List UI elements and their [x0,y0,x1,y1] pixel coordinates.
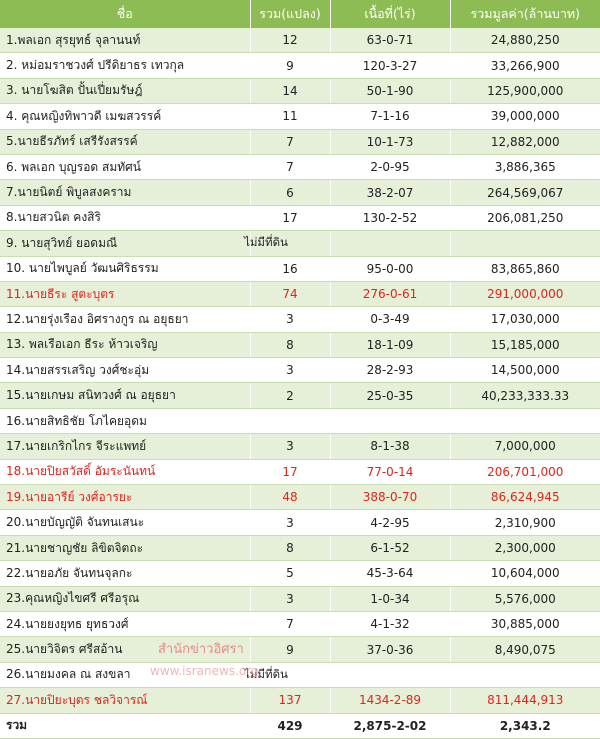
table-row [0,154,600,179]
cell-name: 10. นายไพบูลย์ วัฒนศิริธรรม [0,256,250,281]
table-row [0,383,600,408]
total-count: 429 [250,713,330,738]
cell-area: 0-3-49 [330,307,450,332]
cell-value: 86,624,945 [450,485,600,510]
cell-name: 15.นายเกษม สนิทวงศ์ ณ อยุธยา [0,383,250,408]
cell-value [450,662,600,687]
cell-area: 25-0-35 [330,383,450,408]
cell-count: 12 [250,28,330,53]
cell-name: 8.นายสวนิต คงสิริ [0,205,250,230]
cell-area: 7-1-16 [330,104,450,129]
table-row [0,104,600,129]
table-row [0,129,600,154]
table-row [0,180,600,205]
cell-value: 39,000,000 [450,104,600,129]
cell-value: 3,886,365 [450,154,600,179]
cell-count: 2 [250,383,330,408]
cell-value: 2,300,000 [450,535,600,560]
table-row [0,281,600,306]
total-value: 2,343.2 [450,713,600,738]
cell-area: 8-1-38 [330,434,450,459]
header-count: รวม(แปลง) [250,0,330,28]
cell-count: 74 [250,281,330,306]
cell-name: 2. หม่อมราชวงศ์ ปรีดิยาธร เทวกุล [0,53,250,78]
table-row [0,510,600,535]
cell-value: 125,900,000 [450,78,600,103]
header-row [0,0,600,28]
cell-area: 63-0-71 [330,28,450,53]
cell-area: 120-3-27 [330,53,450,78]
cell-count: 5 [250,561,330,586]
cell-name: 6. พลเอก บุญรอด สมทัศน์ [0,154,250,179]
cell-count: 17 [250,459,330,484]
table-row [0,28,600,53]
cell-count: 11 [250,104,330,129]
cell-name: 17.นายเกริกไกร จีระแพทย์ [0,434,250,459]
cell-value: 24,880,250 [450,28,600,53]
cell-count [244,662,330,687]
table-row [0,611,600,636]
cell-value: 17,030,000 [450,307,600,332]
table-row [0,561,600,586]
cell-name: 19.นายอารีย์ วงศ์อารยะ [0,485,250,510]
cell-area: 77-0-14 [330,459,450,484]
cell-area: 95-0-00 [330,256,450,281]
cell-count: 7 [250,129,330,154]
table-row [0,231,600,256]
table-row [0,637,600,662]
table-row [0,408,600,433]
cell-area: 1434-2-89 [330,688,450,713]
table-row [0,662,600,687]
cell-area: 37-0-36 [330,637,450,662]
table-row [0,459,600,484]
total-label: รวม [0,713,250,738]
total-area: 2,875-2-02 [330,713,450,738]
cell-value: 40,233,333.33 [450,383,600,408]
cell-area: 10-1-73 [330,129,450,154]
cell-name: 26.นายมงคล ณ สงขลา [0,662,250,687]
cell-name: 18.นายปิยสวัสดิ์ อัมระนันทน์ [0,459,250,484]
cell-name: 1.พลเอก สุรยุทธ์ จุลานนท์ [0,28,250,53]
cell-area [330,408,450,433]
cell-value: 264,569,067 [450,180,600,205]
cell-count: 9 [250,637,330,662]
cell-value [450,231,600,256]
cell-area: 1-0-34 [330,586,450,611]
cell-name: 4. คุณหญิงทิพาวดี เมฆสวรรค์ [0,104,250,129]
cell-value: 10,604,000 [450,561,600,586]
cell-area: 130-2-52 [330,205,450,230]
table-row [0,53,600,78]
cell-count: 3 [250,586,330,611]
cell-value: 14,500,000 [450,358,600,383]
cell-count: 3 [250,510,330,535]
cell-name: 12.นายรุ่งเรือง อิศรางกูร ณ อยุธยา [0,307,250,332]
cell-count [244,231,330,256]
cell-name: 14.นายสรรเสริญ วงศ์ชะอุ่ม [0,358,250,383]
cell-name: 5.นายธีรภัทร์ เสรีรังสรรค์ [0,129,250,154]
cell-count [250,408,330,433]
cell-value: 811,444,913 [450,688,600,713]
cell-count: 8 [250,535,330,560]
no-land-note: ไม่มีที่ดิน [244,666,288,681]
cell-value: 291,000,000 [450,281,600,306]
cell-name: 16.นายสิทธิชัย โภไคยอุดม [0,408,250,433]
cell-count: 8 [250,332,330,357]
cell-count: 16 [250,256,330,281]
cell-value: 83,865,860 [450,256,600,281]
cell-value: 206,701,000 [450,459,600,484]
cell-count: 17 [250,205,330,230]
cell-area: 6-1-52 [330,535,450,560]
cell-value: 206,081,250 [450,205,600,230]
cell-value: 15,185,000 [450,332,600,357]
cell-name: 13. พลเรือเอก ธีระ ห้าวเจริญ [0,332,250,357]
cell-name: 25.นายวิจิตร ศรีสอ้าน [0,637,250,662]
table-row [0,205,600,230]
cell-name: 11.นายธีระ สูตะบุตร [0,281,250,306]
cell-value: 8,490,075 [450,637,600,662]
cell-value: 2,310,900 [450,510,600,535]
cell-value [450,408,600,433]
cell-count: 14 [250,78,330,103]
cell-area: 4-1-32 [330,611,450,636]
header-area: เนื้อที่(ไร่) [330,0,450,28]
cell-value: 7,000,000 [450,434,600,459]
table-row [0,535,600,560]
cell-area: 18-1-09 [330,332,450,357]
cell-count: 7 [250,154,330,179]
cell-value: 30,885,000 [450,611,600,636]
cell-area: 276-0-61 [330,281,450,306]
header-name: ชื่อ [0,0,250,28]
table-row [0,78,600,103]
cell-count: 3 [250,358,330,383]
table-row [0,586,600,611]
table-row [0,307,600,332]
cell-count: 9 [250,53,330,78]
total-row [0,713,600,738]
cell-area: 4-2-95 [330,510,450,535]
cell-name: 22.นายอภัย จันทนจุลกะ [0,561,250,586]
cell-area: 50-1-90 [330,78,450,103]
cell-name: 27.นายปิยะบุตร ชลวิจารณ์ [0,688,250,713]
table-row [0,434,600,459]
table-body [0,28,600,738]
table-row [0,358,600,383]
table-row [0,332,600,357]
cell-name: 24.นายยงยุทธ ยุทธวงศ์ [0,611,250,636]
table-row [0,688,600,713]
cell-name: 23.คุณหญิงไขศรี ศรีอรุณ [0,586,250,611]
cell-count: 3 [250,434,330,459]
cell-area: 38-2-07 [330,180,450,205]
cell-area [330,231,450,256]
cell-value: 5,576,000 [450,586,600,611]
watermark-url: www.isranews.org [150,664,259,678]
cell-count: 137 [250,688,330,713]
no-land-note: ไม่มีที่ดิน [244,235,288,250]
cell-area [330,662,450,687]
cell-area: 2-0-95 [330,154,450,179]
table-row [0,256,600,281]
table-header [0,0,600,28]
cell-name: 3. นายโฆสิต ปั้นเปี่ยมรัษฎ์ [0,78,250,103]
header-value: รวมมูลค่า(ล้านบาท) [450,0,600,28]
cell-count: 7 [250,611,330,636]
cell-count: 48 [250,485,330,510]
cell-value: 33,266,900 [450,53,600,78]
cell-area: 388-0-70 [330,485,450,510]
cell-name: 20.นายบัญญัติ จันทนเสนะ [0,510,250,535]
watermark-text: สำนักข่าวอิศรา [158,642,244,657]
cell-count: 3 [250,307,330,332]
table-row [0,485,600,510]
cell-name: 7.นายนิตย์ พิบูลสงคราม [0,180,250,205]
cell-area: 28-2-93 [330,358,450,383]
cell-count: 6 [250,180,330,205]
cell-value: 12,882,000 [450,129,600,154]
cell-name: 9. นายสุวิทย์ ยอดมณี [0,231,250,256]
cell-area: 45-3-64 [330,561,450,586]
cell-name: 21.นายชาญชัย ลิขิตจิตถะ [0,535,250,560]
